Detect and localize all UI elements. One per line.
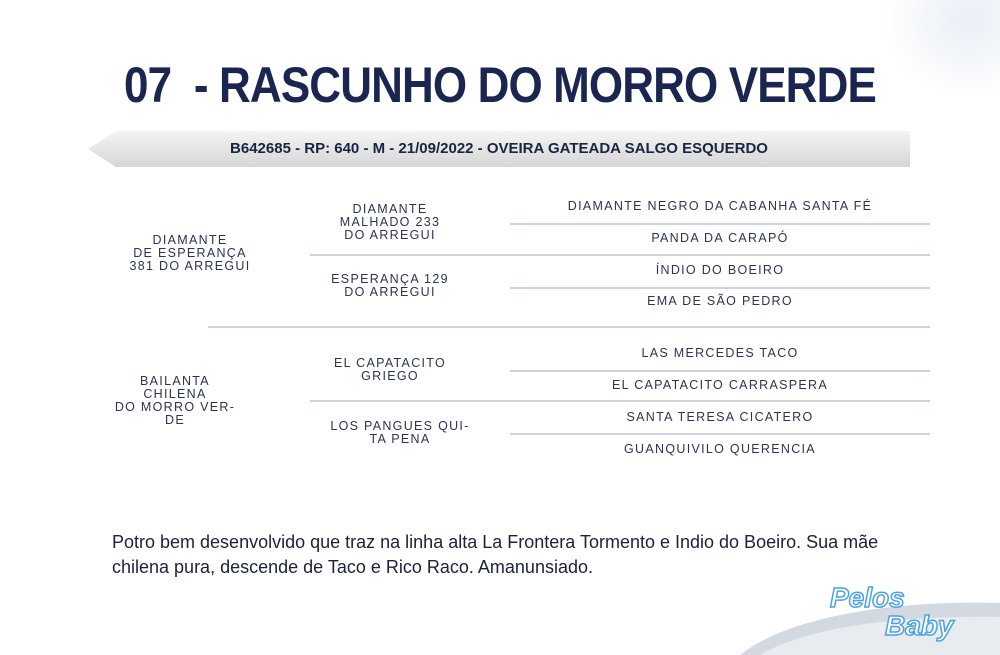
logo-text-top: Pelos: [830, 582, 905, 613]
pelos-baby-logo: [700, 545, 1000, 655]
paternal-grandsire: DIAMANTE MALHADO 233 DO ARREGUI: [339, 202, 441, 242]
great-grandparent: EL CAPATACITO CARRASPERA: [612, 378, 828, 392]
great-grandparent: DIAMANTE NEGRO DA CABANHA SANTA FÉ: [567, 199, 873, 213]
divider: [310, 400, 930, 402]
maternal-grandsire: EL CAPATACITO GRIEGO: [333, 356, 447, 383]
great-grandparent: ÍNDIO DO BOEIRO: [655, 263, 785, 277]
logo-text-bottom: Baby: [885, 610, 954, 641]
maternal-granddam: LOS PANGUES QUI- TA PENA: [330, 419, 470, 446]
divider: [510, 433, 930, 435]
divider: [510, 287, 930, 289]
divider: [510, 223, 930, 225]
great-grandparent: GUANQUIVILO QUERENCIA: [624, 442, 816, 456]
page-title: 07 - RASCUNHO DO MORRO VERDE: [124, 57, 876, 113]
great-grandparent: SANTA TERESA CICATERO: [626, 410, 814, 424]
great-grandparent: EMA DE SÃO PEDRO: [647, 294, 793, 308]
divider: [310, 254, 930, 256]
great-grandparent: LAS MERCEDES TACO: [641, 346, 799, 360]
section-divider: [208, 326, 930, 328]
paternal-granddam: ESPERANÇA 129 DO ARREGUI: [331, 272, 449, 299]
divider: [510, 370, 930, 372]
great-grandparent: PANDA DA CARAPÓ: [651, 231, 789, 245]
horse-description: Potro bem desenvolvido que traz na linha alta La Frontera Tormento e Indio do Boeiro. Sua mãe chilena pura, descende de Taco e Rico Raco. Amanunsiado.: [112, 532, 879, 577]
dam-name: BAILANTA CHILENA DO MORRO VER- DE: [114, 374, 236, 427]
registration-info: B642685 - RP: 640 - M - 21/09/2022 - OVEIRA GATEADA SALGO ESQUERDO: [230, 140, 768, 157]
sire-name: DIAMANTE DE ESPERANÇA 381 DO ARREGUI: [129, 233, 251, 273]
